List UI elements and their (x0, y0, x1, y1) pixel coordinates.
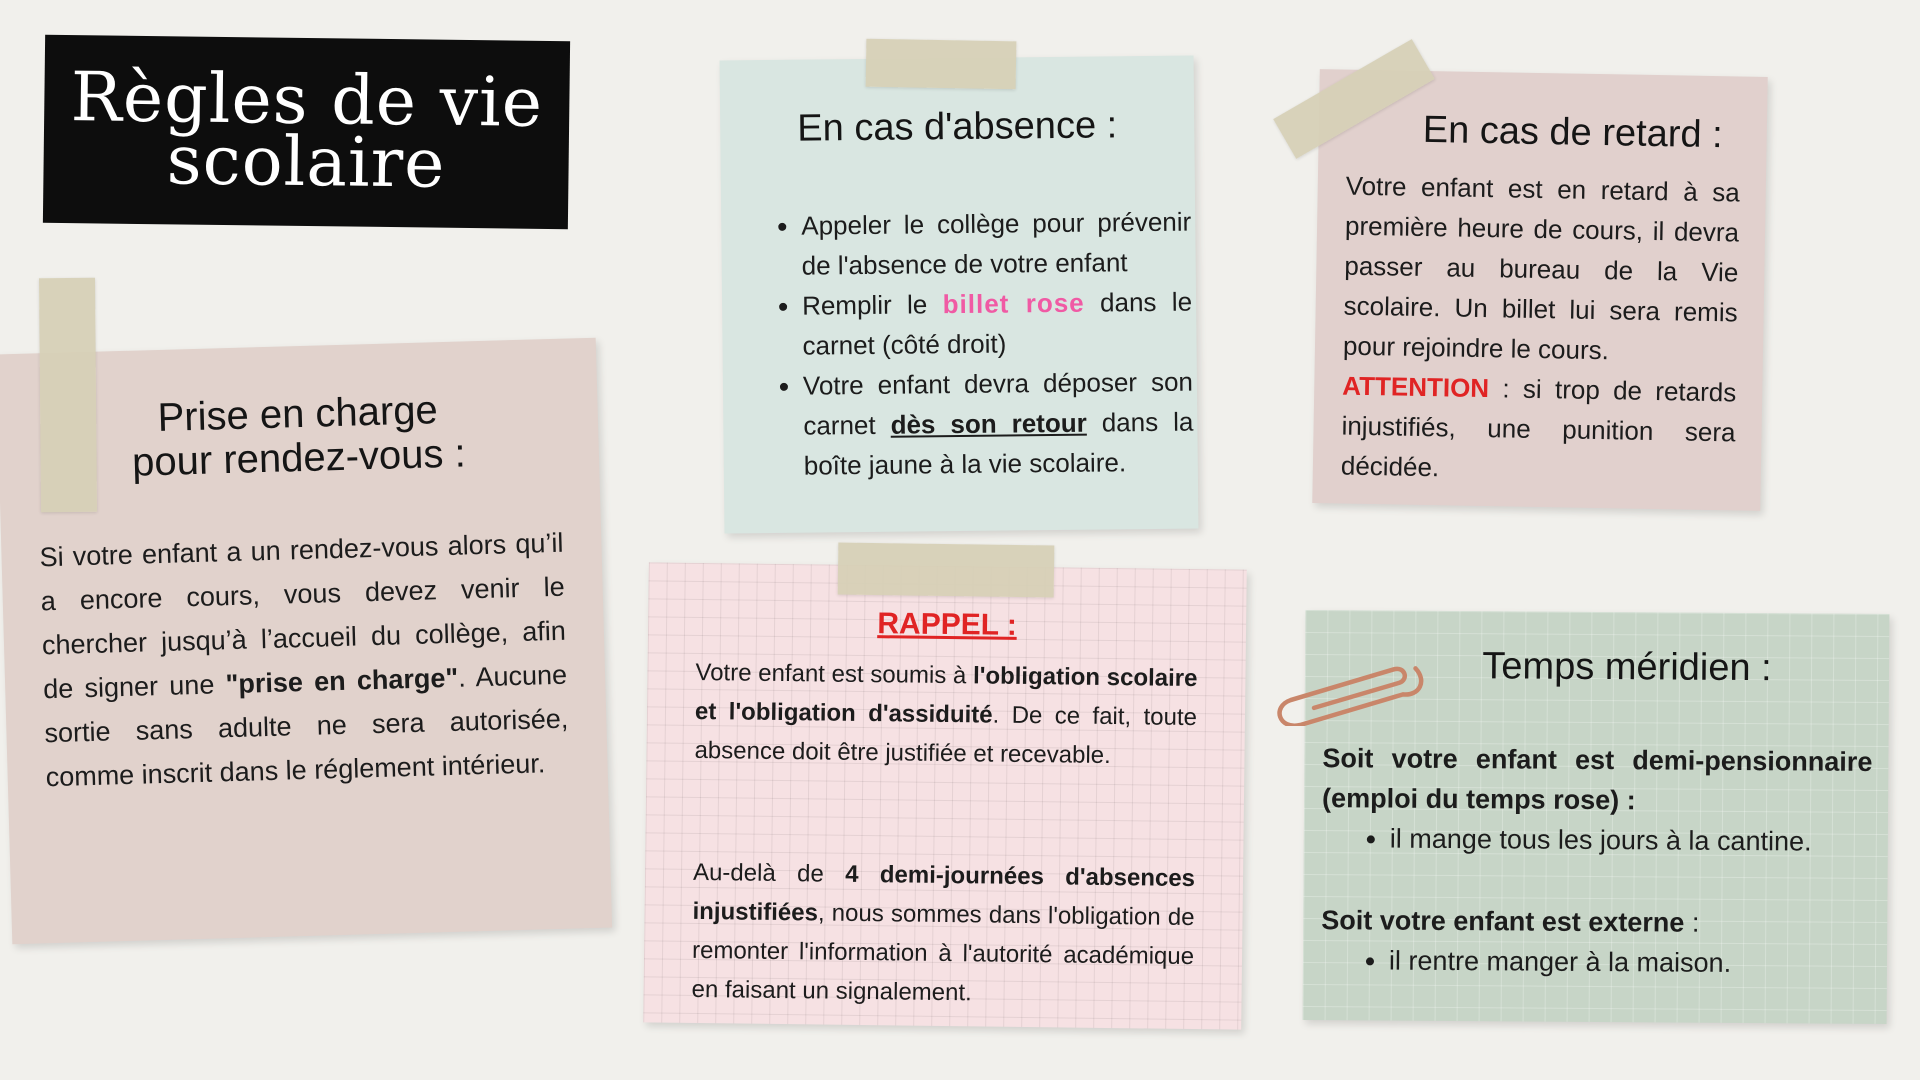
absence-heading: En cas d'absence : (797, 104, 1118, 150)
attention-text: : si trop de retards injustifiés, une punition sera décidée. (1340, 373, 1737, 483)
retard-heading: En cas de retard : (1422, 108, 1724, 157)
demi-journees-bold: 4 demi-journées d'absences injustifiées (692, 860, 1196, 927)
rappel-p2-b: , nous sommes dans l'obligation de remonter l'information à l'autorité académique en faisant un signalement. (691, 899, 1195, 1007)
absence-item-billet-text-b: dans le carnet (côté droit) (802, 286, 1193, 361)
page-title-box (43, 35, 570, 229)
billet-rose-highlight: billet rose (942, 287, 1085, 320)
title-line-2: scolaire (166, 121, 446, 204)
paperclip-icon (1268, 656, 1428, 726)
absence-item-billet-text-a: Remplir le (801, 289, 943, 321)
retard-paragraph: Votre enfant est en retard à sa première heure de cours, il devra passer au bureau de la Vie scolaire. Un billet lui sera remis pour rejoindre le cours. (1342, 170, 1740, 366)
absence-item-carnet (803, 362, 1194, 486)
des-son-retour-emphasis: dès son retour (890, 407, 1087, 440)
rappel-p1-a: Votre enfant est soumis à (695, 658, 974, 690)
prise-text (39, 521, 570, 800)
rappel-paragraph-1 (694, 653, 1197, 776)
tape-absence (866, 39, 1017, 90)
externe-list (1321, 940, 1871, 984)
externe-item: • il rentre manger à la maison. (1389, 941, 1871, 984)
rappel-p2-a: Au-delà de (692, 858, 846, 888)
demi-pension-item: • il mange tous les jours à la cantine. (1390, 819, 1872, 862)
retard-text (1341, 166, 1741, 493)
rappel-heading: RAPPEL : (877, 607, 1018, 642)
retard-note (1312, 69, 1768, 511)
externe-label: Soit votre enfant est externe (1321, 905, 1685, 938)
tape-prise (39, 278, 97, 512)
absence-note (720, 56, 1199, 534)
prise-heading-line-1: Prise en charge (157, 388, 439, 440)
absence-item-call-text: Appeler le collège pour prévenir de l'absence de votre enfant (801, 206, 1192, 281)
rappel-paragraph-2 (691, 853, 1195, 1015)
absence-item-billet (802, 282, 1193, 366)
meridien-heading: Temps méridien : (1482, 645, 1772, 690)
prise-heading-line-2: pour rendez-vous : (131, 431, 467, 485)
meridien-case-externe (1321, 900, 1872, 984)
meridien-case-demi-pension (1322, 738, 1873, 862)
obligation-bold: l'obligation scolaire et l'obligation d'assiduité (694, 662, 1198, 729)
externe-label-colon: : (1684, 907, 1700, 938)
absence-item-call (801, 202, 1192, 286)
title-line-1: Règles de vie (70, 58, 544, 143)
attention-label: ATTENTION (1342, 370, 1490, 404)
rappel-note (643, 562, 1247, 1029)
page-title (70, 58, 544, 204)
prise-text-b: . Aucune sortie sans adulte ne sera autorisée, comme inscrit dans le réglement intérieur. (44, 659, 569, 793)
prise-text-a: Si votre enfant a un rendez-vous alors qu’il a encore cours, vous devez venir le chercher jusqu’à l’accueil du collège, afin de signer une (39, 527, 567, 705)
absence-list (773, 202, 1194, 486)
rappel-p1-b: . De ce fait, toute absence doit être justifiée et recevable. (694, 701, 1198, 770)
demi-pension-list (1322, 818, 1872, 862)
prise-en-charge-bold: "prise en charge" (225, 662, 459, 700)
tape-rappel (838, 542, 1055, 597)
absence-item-carnet-text-a: Votre enfant devra déposer son carnet (802, 366, 1194, 441)
demi-pension-label: Soit votre enfant est demi-pensionnaire (emploi du temps rose) : (1322, 743, 1873, 816)
absence-item-carnet-text-b: dans la boîte jaune à la vie scolaire. (803, 406, 1194, 481)
